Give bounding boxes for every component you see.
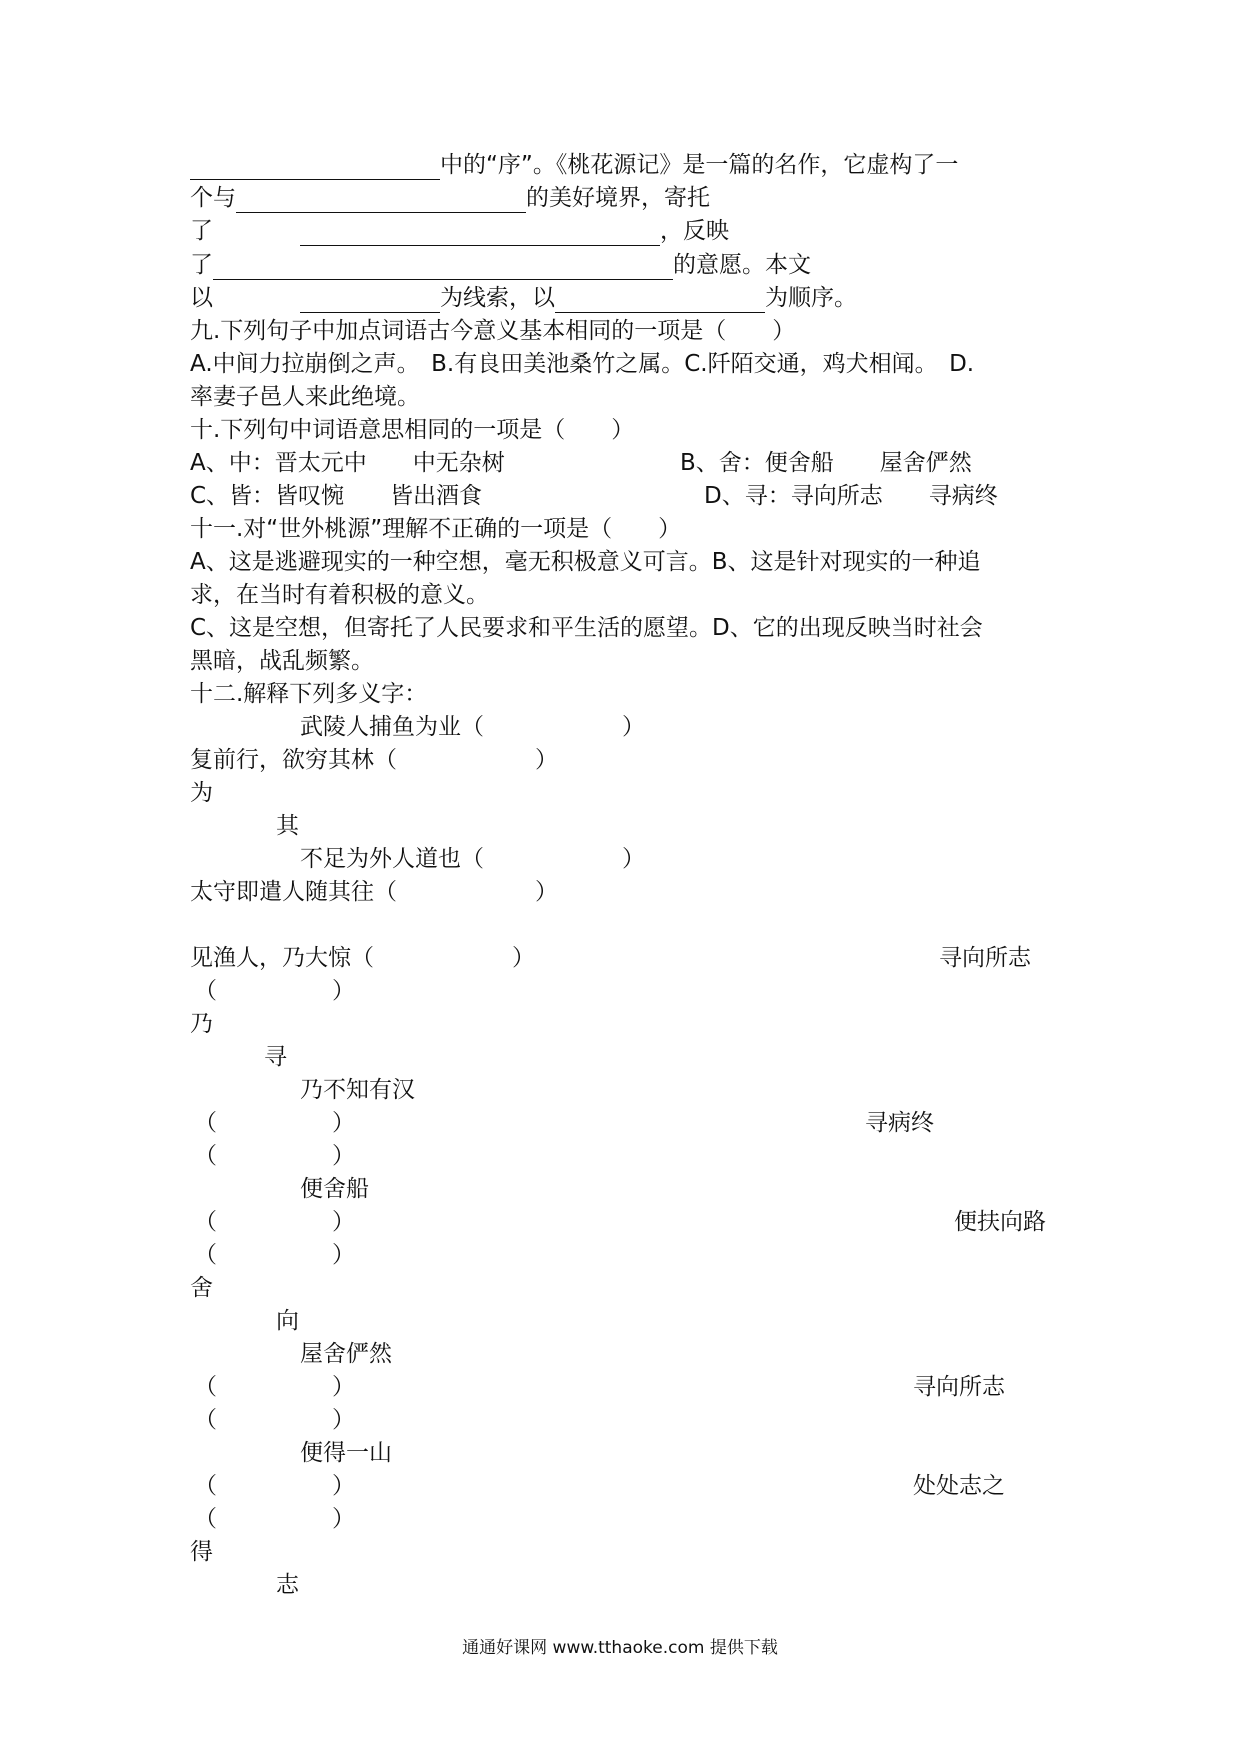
q12-keyword: 寻	[264, 1044, 287, 1070]
fill-text: 为顺序。	[765, 285, 857, 311]
q12-keyword: 向	[276, 1308, 299, 1334]
q12-sentence: 便扶向路	[954, 1209, 1046, 1235]
q12-sentence: 处处志之	[913, 1473, 1005, 1499]
q12-answer-paren[interactable]: （ ）	[194, 978, 355, 1004]
q12-answer-paren[interactable]: （ ）	[194, 1407, 355, 1433]
q12-sentence: 寻向所志	[939, 945, 1031, 971]
fill-text: 中的“序”。《桃花源记》是一篇的名作，它虚构了一	[440, 152, 959, 178]
q12-sentence: 屋舍俨然	[300, 1341, 392, 1367]
q12-sentence: 便得一山	[300, 1440, 392, 1466]
fill-text: 以	[190, 285, 213, 311]
q12-sentence: 不足为外人道也（ ）	[300, 846, 645, 872]
q10-option-c: C、皆：皆叹惋 皆出酒食	[190, 483, 483, 509]
fill-text: 了	[190, 252, 213, 278]
page-footer: 通通好课网 www.tthaoke.com 提供下载	[462, 1638, 778, 1658]
q10-option-b: B、舍：便舍船 屋舍俨然	[680, 450, 972, 476]
answer-blank[interactable]	[555, 288, 765, 313]
fill-text: 了	[190, 218, 213, 244]
q9-options-line-1: A.中间力拉崩倒之声。 B.有良田美池桑竹之属。C.阡陌交通，鸡犬相闻。 D.	[190, 351, 975, 377]
answer-blank[interactable]	[300, 221, 660, 246]
fill-text: 个与	[190, 185, 236, 211]
q12-answer-paren[interactable]: （ ）	[194, 1209, 355, 1235]
fill-line-5	[190, 283, 857, 313]
q10-stem: 十.下列句中词语意思相同的一项是（ ）	[190, 417, 635, 443]
fill-line-4	[190, 250, 811, 280]
q12-answer-paren[interactable]: （ ）	[194, 1110, 355, 1136]
answer-blank[interactable]	[236, 188, 526, 213]
q12-keyword: 其	[276, 813, 299, 839]
answer-blank[interactable]	[300, 288, 440, 313]
answer-blank[interactable]	[190, 155, 440, 180]
q9-stem: 九.下列句子中加点词语古今意义基本相同的一项是（ ）	[190, 318, 796, 344]
q12-answer-paren[interactable]: （ ）	[194, 1473, 355, 1499]
q11-stem: 十一.对“世外桃源”理解不正确的一项是（ ）	[190, 516, 682, 542]
q12-sentence: 复前行，欲穷其林（ ）	[190, 747, 558, 773]
q12-keyword: 得	[190, 1539, 213, 1565]
q11-line-2: 求，在当时有着积极的意义。	[190, 582, 489, 608]
q12-sentence: 武陵人捕鱼为业（ ）	[300, 714, 645, 740]
q10-option-a: A、中：晋太元中 中无杂树	[190, 450, 505, 476]
fill-text: 为线索，以	[440, 285, 555, 311]
q12-keyword: 舍	[190, 1275, 213, 1301]
fill-text: 的意愿。本文	[673, 252, 811, 278]
q12-sentence: 寻病终	[865, 1110, 934, 1136]
answer-blank[interactable]	[213, 255, 673, 280]
fill-text: 的美好境界，寄托	[526, 185, 710, 211]
q12-answer-paren[interactable]: （ ）	[194, 1506, 355, 1532]
q12-sentence: 乃不知有汉	[300, 1077, 415, 1103]
q11-line-1: A、这是逃避现实的一种空想，毫无积极意义可言。B、这是针对现实的一种追	[190, 549, 981, 575]
q12-sentence: 见渔人，乃大惊（ ）	[190, 945, 535, 971]
q12-keyword: 为	[190, 780, 213, 806]
q11-line-3: C、这是空想，但寄托了人民要求和平生活的愿望。D、它的出现反映当时社会	[190, 615, 983, 641]
q12-sentence: 太守即遣人随其往（ ）	[190, 879, 558, 905]
q12-answer-paren[interactable]: （ ）	[194, 1242, 355, 1268]
fill-line-2	[190, 183, 710, 213]
q12-sentence: 寻向所志	[913, 1374, 1005, 1400]
fill-text: ，反映	[660, 218, 729, 244]
fill-line-1	[190, 150, 958, 180]
q12-keyword: 志	[276, 1572, 299, 1598]
q12-answer-paren[interactable]: （ ）	[194, 1374, 355, 1400]
q12-keyword: 乃	[190, 1011, 213, 1037]
q10-option-d: D、寻：寻向所志 寻病终	[704, 483, 998, 509]
q12-sentence: 便舍船	[300, 1176, 369, 1202]
q11-line-4: 黑暗，战乱频繁。	[190, 648, 374, 674]
q9-options-line-2: 率妻子邑人来此绝境。	[190, 384, 420, 410]
q12-stem: 十二.解释下列多义字：	[190, 681, 428, 707]
q12-answer-paren[interactable]: （ ）	[194, 1143, 355, 1169]
fill-line-3	[190, 216, 729, 246]
